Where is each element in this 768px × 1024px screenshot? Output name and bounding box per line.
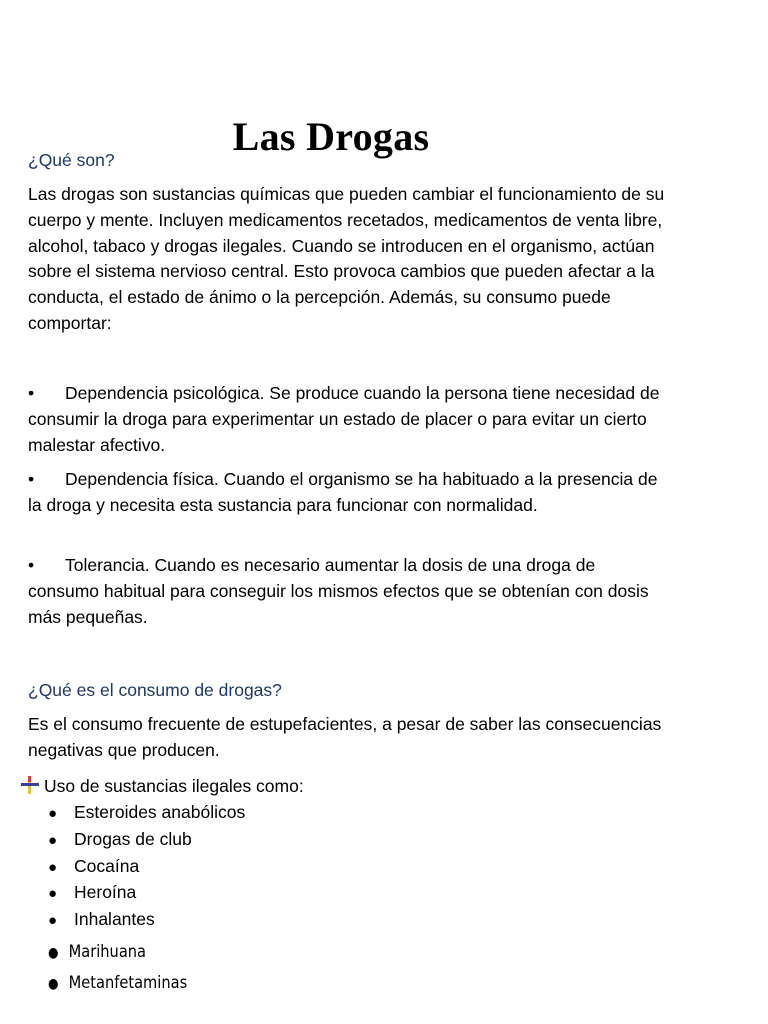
list-item bbox=[48, 968, 187, 999]
section-heading-que-son: ¿Qué son? bbox=[28, 150, 115, 170]
bullet-dot: ● bbox=[48, 858, 58, 876]
substances-list-intro bbox=[20, 773, 304, 799]
bullet-dot: ● bbox=[48, 831, 58, 849]
list-item-text: Metanfetaminas bbox=[68, 973, 188, 993]
bullet-dot: ● bbox=[48, 885, 58, 903]
list-item-text: Inhalantes bbox=[74, 909, 155, 930]
bullet-text: Tolerancia. Cuando es necesario aumentar la dosis de una droga de consumo habitual para conseguir los mismos efectos que se obtenían con dosis más pequeñas. bbox=[28, 555, 649, 627]
list-item-text: Cocaína bbox=[74, 855, 140, 876]
consumo-paragraph: Es el consumo frecuente de estupefacientes, a pesar de saber las consecuencias negativas que producen. bbox=[28, 714, 662, 760]
list-item bbox=[48, 826, 245, 853]
bullet-dot: ● bbox=[48, 945, 59, 961]
bullet-marker: • bbox=[28, 555, 35, 575]
list-item-text: Esteroides anabólicos bbox=[74, 802, 246, 822]
bullet-dot: ● bbox=[48, 805, 58, 822]
list-item bbox=[48, 906, 245, 933]
list-item bbox=[48, 879, 245, 906]
bullet-marker: • bbox=[28, 383, 35, 403]
bullet-text: Dependencia física. Cuando el organismo se ha habituado a la presencia de la droga y necesita esta sustancia para funcionar con normalidad. bbox=[28, 469, 658, 515]
list-item bbox=[48, 799, 245, 826]
page-title: Las Drogas bbox=[232, 113, 430, 159]
substances-list bbox=[48, 799, 245, 933]
list-intro-text: Uso de sustancias ilegales como: bbox=[44, 776, 304, 796]
bullet-dot: ● bbox=[48, 976, 59, 992]
list-item-text: Drogas de club bbox=[74, 828, 192, 849]
bullet-text: Dependencia psicológica. Se produce cuando la persona tiene necesidad de consumir la droga para experimentar un estado de placer o para evitar un cierto malestar afectivo. bbox=[28, 383, 660, 455]
intro-paragraph: Las drogas son sustancias químicas que pueden cambiar el funcionamiento de su cuerpo y mente. Incluyen medicamentos recetados, medicamentos de venta libre, alcohol, tabaco y drogas ilegales. Cuando se introducen en el organismo, actúan sobre el sistema nervioso central. Esto provoca cambios que pueden afectar a la conducta, el estado de ánimo o la percepción. Además, su consumo puede comportar: bbox=[28, 184, 665, 333]
list-item-text: Marihuana bbox=[68, 942, 147, 962]
section-heading-consumo: ¿Qué es el consumo de drogas? bbox=[28, 680, 282, 700]
list-item bbox=[48, 937, 187, 968]
list-item bbox=[48, 853, 245, 880]
bullet-paragraph bbox=[28, 381, 668, 458]
bullet-marker: • bbox=[28, 469, 35, 489]
cross-bullet-icon bbox=[20, 775, 40, 795]
substances-list-continued bbox=[48, 937, 210, 999]
bullet-paragraph bbox=[28, 467, 668, 519]
bullet-dot: ● bbox=[48, 912, 58, 930]
bullet-paragraph bbox=[28, 553, 668, 630]
list-item-text: Heroína bbox=[74, 882, 137, 903]
